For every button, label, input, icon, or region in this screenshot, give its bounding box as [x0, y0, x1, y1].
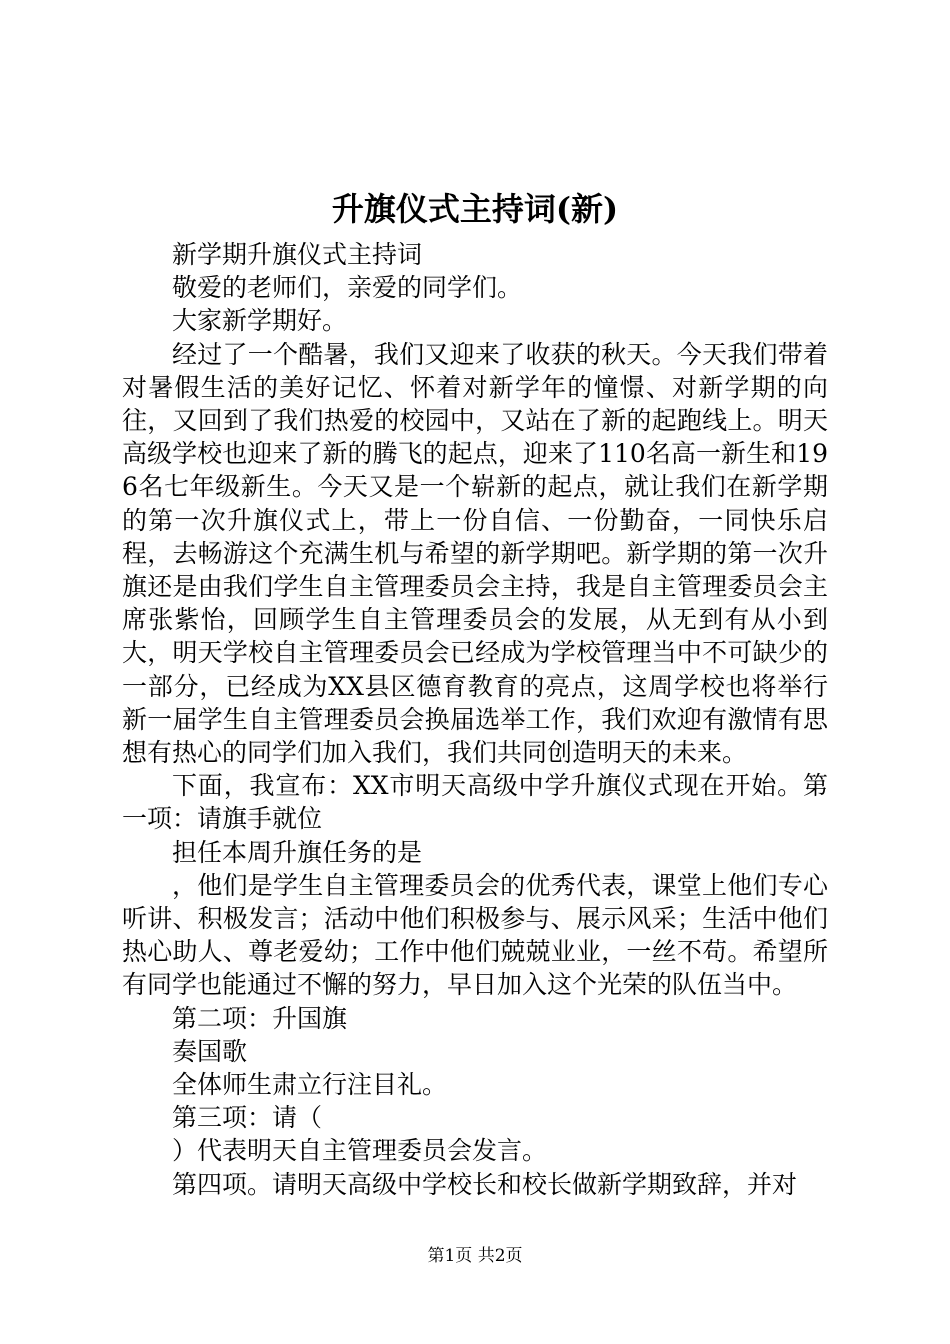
document-body: [122, 238, 828, 1201]
document-title: 升旗仪式主持词(新): [331, 190, 619, 228]
paragraph-greeting: 敬爱的老师们，亲爱的同学们。: [172, 273, 523, 303]
paragraph-flag-bearers: 担任本周升旗任务的是: [172, 837, 423, 867]
paragraph-item-four: 第四项。请明天高级中学校长和校长做新学期致辞，并对: [172, 1169, 798, 1199]
page-footer: 第1页 共2页: [427, 1246, 523, 1266]
paragraph-representative: ）代表明天自主管理委员会发言。: [172, 1136, 548, 1166]
paragraph-welcome: 大家新学期好。: [172, 306, 348, 336]
paragraph-intro: 经过了一个酷暑，我们又迎来了收获的秋天。今天我们带着对暑假生活的美好记忆、怀着对新学年的憧憬、对新学期的向往，又回到了我们热爱的校园中，又站在了新的起跑线上。明天高级学校也迎来了新的腾飞的起点，迎来了110名高一新生和196名七年级新生。今天又是一个崭新的起点，就让我们在新学期的第一次升旗仪式上，带上一份自信、一份勤奋，一同快乐启程，去畅游这个充满生机与希望的新学期吧。新学期的第一次升旗还是由我们学生自主管理委员会主持，我是自主管理委员会主席张紫怡，回顾学生自主管理委员会的发展，从无到有从小到大，明天学校自主管理委员会已经成为学校管理当中不可缺少的一部分，已经成为XX县区德育教育的亮点，这周学校也将举行新一届学生自主管理委员会换届选举工作，我们欢迎有激情有思想有热心的同学们加入我们，我们共同创造明天的未来。: [122, 339, 828, 768]
paragraph-item-three: 第三项：请（: [172, 1103, 323, 1133]
paragraph-anthem: 奏国歌: [172, 1036, 248, 1066]
paragraph-salute: 全体师生肃立行注目礼。: [172, 1070, 448, 1100]
paragraph-subtitle: 新学期升旗仪式主持词: [172, 240, 423, 269]
paragraph-announcement: 下面，我宣布：XX市明天高级中学升旗仪式现在开始。第一项：请旗手就位: [122, 771, 828, 834]
paragraph-flag-bearers-praise: ，他们是学生自主管理委员会的优秀代表，课堂上他们专心听讲、积极发言；活动中他们积极参与、展示风采；生活中他们热心助人、尊老爱幼；工作中他们兢兢业业，一丝不苟。希望所有同学也能通过不懈的努力，早日加入这个光荣的队伍当中。: [122, 870, 828, 1000]
paragraph-item-two: 第二项：升国旗: [172, 1003, 348, 1033]
